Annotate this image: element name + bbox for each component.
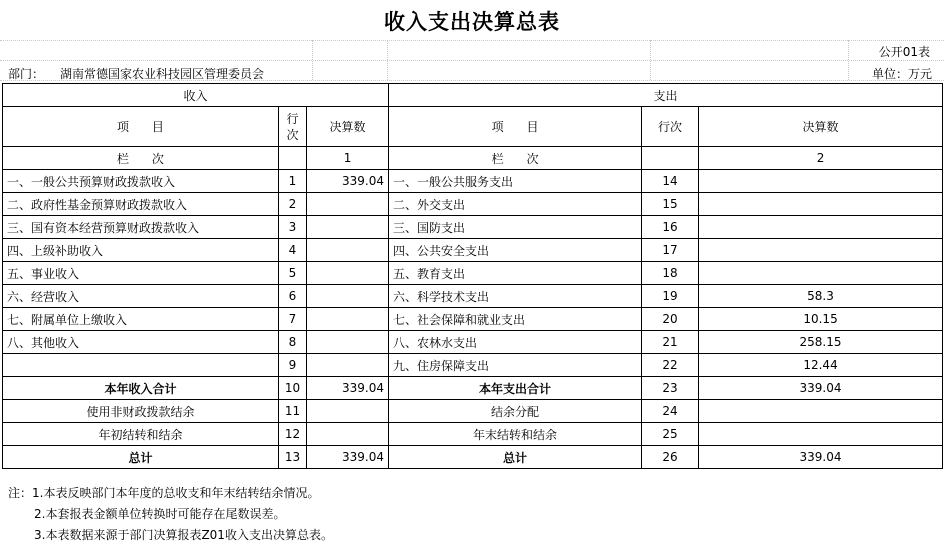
expense-amount (699, 239, 943, 262)
total-row (3, 400, 943, 423)
expense-row-no: 26 (642, 446, 699, 469)
income-total-item: 使用非财政拨款结余 (3, 400, 279, 423)
income-amount (307, 423, 389, 446)
note-3: 3.本表数据来源于部门决算报表Z01收入支出决算总表。 (34, 528, 333, 542)
table-row (3, 308, 943, 331)
income-amount: 339.04 (307, 446, 389, 469)
expense-total-item: 年末结转和结余 (389, 423, 642, 446)
income-amount (307, 400, 389, 423)
expense-item: 五、教育支出 (389, 262, 642, 285)
expense-row-no: 23 (642, 377, 699, 400)
expense-amount (699, 216, 943, 239)
income-item: 五、事业收入 (3, 262, 279, 285)
expense-amount (699, 170, 943, 193)
income-row-no-header: 行次 (279, 107, 307, 147)
income-row-no: 5 (279, 262, 307, 285)
department-name: 湖南常德国家农业科技园区管理委员会 (60, 67, 265, 81)
expense-total-item: 结余分配 (389, 400, 642, 423)
expense-item: 八、农林水支出 (389, 331, 642, 354)
income-amount: 339.04 (307, 377, 389, 400)
income-row-no: 7 (279, 308, 307, 331)
expense-item: 二、外交支出 (389, 193, 642, 216)
income-row-no: 9 (279, 354, 307, 377)
income-amount (307, 193, 389, 216)
grid-line (312, 40, 313, 80)
page-title: 收入支出决算总表 (384, 10, 560, 34)
expense-amount: 58.3 (699, 285, 943, 308)
table-row (3, 262, 943, 285)
expense-item: 四、公共安全支出 (389, 239, 642, 262)
income-amount (307, 285, 389, 308)
expense-row-no: 25 (642, 423, 699, 446)
expense-amount: 339.04 (699, 377, 943, 400)
income-amount: 339.04 (307, 170, 389, 193)
grid-line (0, 40, 944, 41)
expense-amount (699, 193, 943, 216)
income-amount (307, 216, 389, 239)
income-item: 七、附属单位上缴收入 (3, 308, 279, 331)
expense-item: 一、一般公共服务支出 (389, 170, 642, 193)
income-row-no: 10 (279, 377, 307, 400)
expense-row-no: 18 (642, 262, 699, 285)
note-1: 注：1.本表反映部门本年度的总收支和年末结转结余情况。 (8, 486, 320, 500)
expense-row-no-header: 行次 (642, 107, 699, 147)
expense-amount (699, 400, 943, 423)
income-total-item: 年初结转和结余 (3, 423, 279, 446)
income-amount (307, 331, 389, 354)
income-column-number: 1 (307, 147, 389, 170)
table-row (3, 216, 943, 239)
expense-total-item: 本年支出合计 (389, 377, 642, 400)
grid-line (387, 40, 388, 80)
table-row (3, 331, 943, 354)
income-row-no: 3 (279, 216, 307, 239)
income-amount (307, 239, 389, 262)
expense-item: 六、科学技术支出 (389, 285, 642, 308)
expense-amount: 339.04 (699, 446, 943, 469)
expense-row-no: 20 (642, 308, 699, 331)
income-header: 收入 (3, 84, 389, 107)
department-label: 部门： (8, 67, 45, 81)
income-amount (307, 262, 389, 285)
income-item: 八、其他收入 (3, 331, 279, 354)
expense-row-no: 15 (642, 193, 699, 216)
income-column-label: 栏 次 (3, 147, 279, 170)
expense-amount: 258.15 (699, 331, 943, 354)
expense-row-no: 24 (642, 400, 699, 423)
income-item: 三、国有资本经营预算财政拨款收入 (3, 216, 279, 239)
expense-header: 支出 (389, 84, 943, 107)
expense-row-no: 16 (642, 216, 699, 239)
income-amount (307, 354, 389, 377)
table-row (3, 193, 943, 216)
total-row (3, 446, 943, 469)
income-item-header: 项 目 (3, 107, 279, 147)
income-row-no: 13 (279, 446, 307, 469)
note-2: 2.本套报表金额单位转换时可能存在尾数误差。 (34, 507, 286, 521)
income-amount-header: 决算数 (307, 107, 389, 147)
income-item: 四、上级补助收入 (3, 239, 279, 262)
expense-amount: 12.44 (699, 354, 943, 377)
income-row-no: 11 (279, 400, 307, 423)
expense-amount (699, 262, 943, 285)
notes (8, 483, 333, 546)
expense-item: 三、国防支出 (389, 216, 642, 239)
table-row (3, 170, 943, 193)
income-row-no: 1 (279, 170, 307, 193)
income-item: 六、经营收入 (3, 285, 279, 308)
expense-row-no: 19 (642, 285, 699, 308)
grid-line (848, 40, 849, 80)
income-item: 二、政府性基金预算财政拨款收入 (3, 193, 279, 216)
income-expense-table (2, 83, 943, 469)
table-row (3, 285, 943, 308)
expense-item: 九、住房保障支出 (389, 354, 642, 377)
expense-amount (699, 423, 943, 446)
table-row (3, 239, 943, 262)
total-row (3, 377, 943, 400)
expense-amount-header: 决算数 (699, 107, 943, 147)
expense-column-label: 栏 次 (389, 147, 642, 170)
expense-total-item: 总计 (389, 446, 642, 469)
empty-cell (279, 147, 307, 170)
income-row-no: 2 (279, 193, 307, 216)
income-row-no: 12 (279, 423, 307, 446)
expense-item-header: 项 目 (389, 107, 642, 147)
expense-row-no: 22 (642, 354, 699, 377)
income-row-no: 4 (279, 239, 307, 262)
form-number: 公开01表 (878, 45, 930, 59)
income-row-no: 6 (279, 285, 307, 308)
income-amount (307, 308, 389, 331)
expense-row-no: 14 (642, 170, 699, 193)
expense-item: 七、社会保障和就业支出 (389, 308, 642, 331)
expense-amount: 10.15 (699, 308, 943, 331)
expense-row-no: 21 (642, 331, 699, 354)
income-total-item: 本年收入合计 (3, 377, 279, 400)
income-row-no: 8 (279, 331, 307, 354)
expense-column-number: 2 (699, 147, 943, 170)
empty-cell (642, 147, 699, 170)
grid-line (650, 40, 651, 80)
total-row (3, 423, 943, 446)
department-line (8, 65, 264, 82)
expense-row-no: 17 (642, 239, 699, 262)
table-row (3, 354, 943, 377)
grid-line (0, 60, 944, 61)
income-total-item: 总计 (3, 446, 279, 469)
unit-label: 单位：万元 (871, 67, 932, 81)
income-item (3, 354, 279, 377)
income-item: 一、一般公共预算财政拨款收入 (3, 170, 279, 193)
